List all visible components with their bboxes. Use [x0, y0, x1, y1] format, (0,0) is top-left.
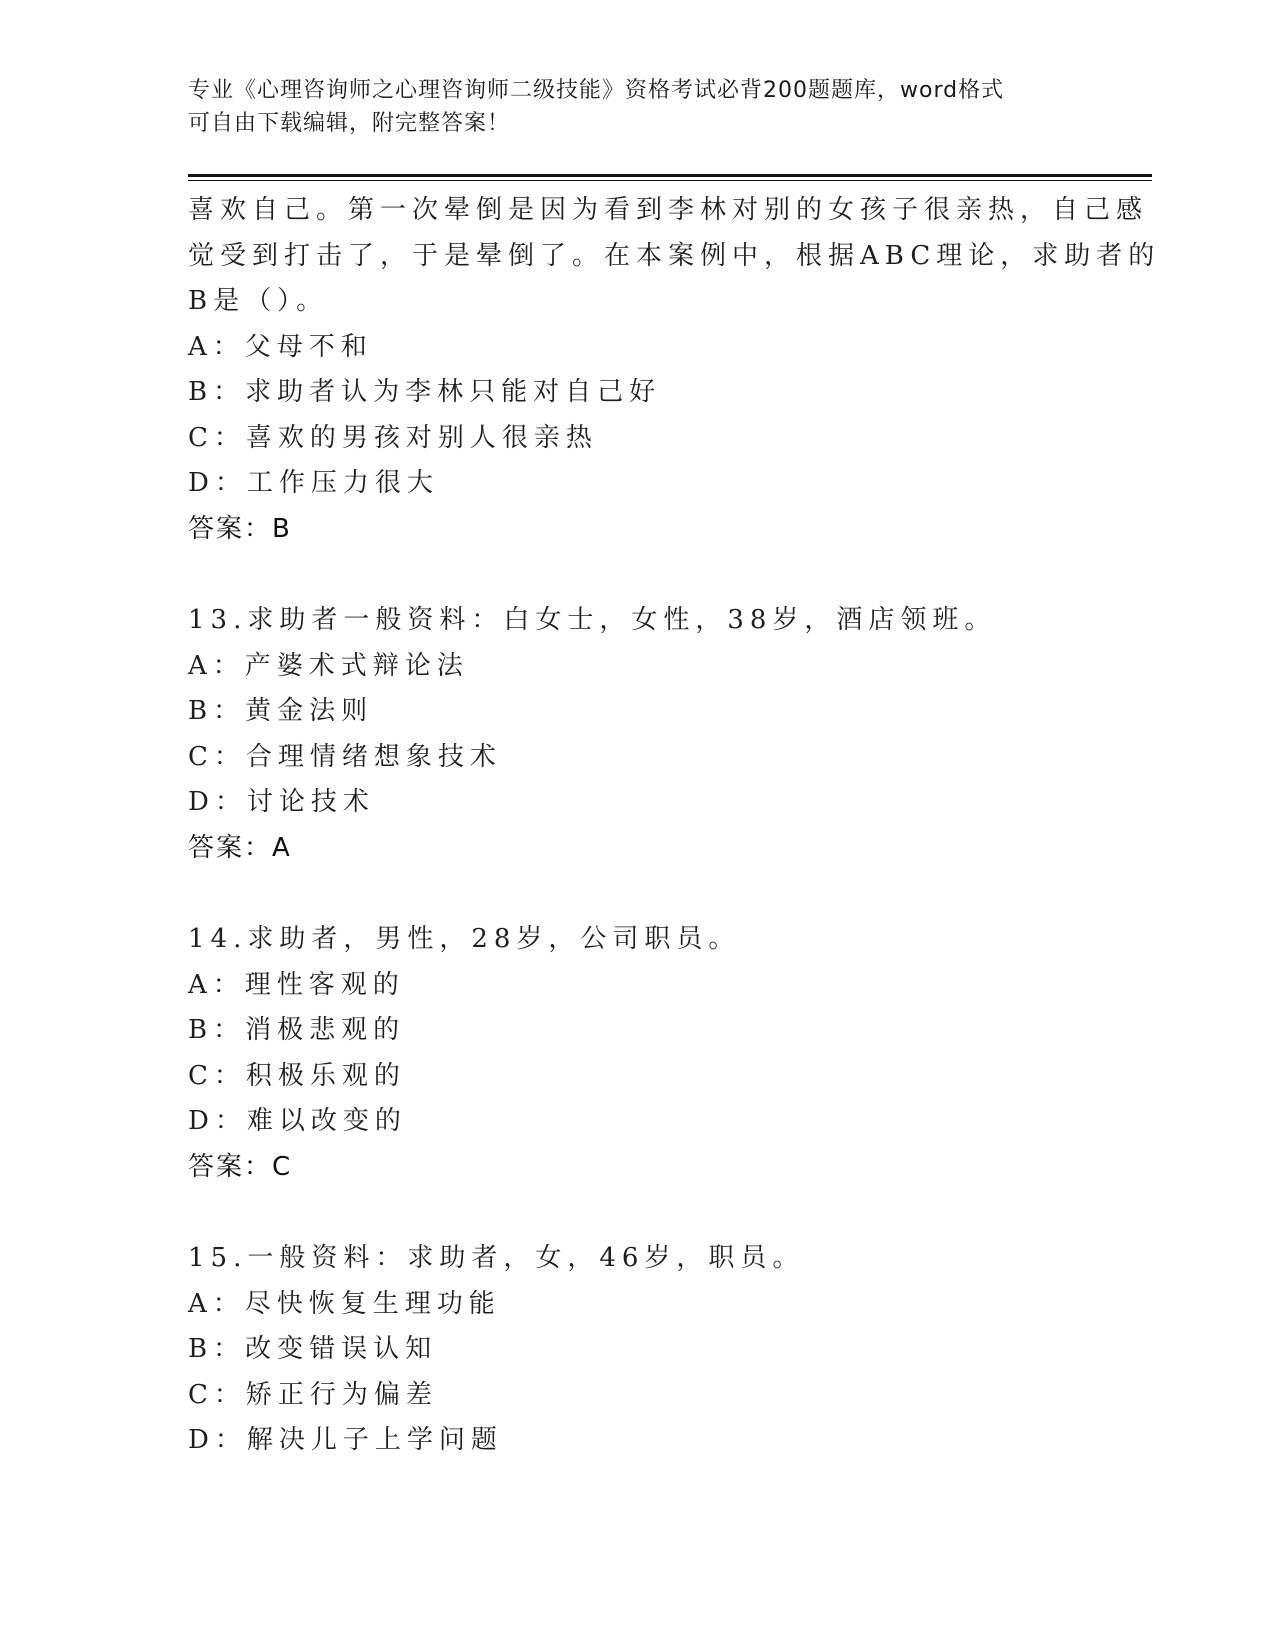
header-divider-thin: [188, 180, 1152, 181]
option-d: D：解决儿子上学问题: [188, 1425, 503, 1455]
option-b: B：消极悲观的: [188, 1015, 406, 1045]
header-title-line-2: 可自由下载编辑，附完整答案！: [188, 111, 511, 136]
answer-label: 答案：A: [188, 832, 292, 863]
question-stem-line: 觉受到打击了，于是晕倒了。在本案例中，根据ABC理论，求助者的: [188, 240, 1161, 271]
option-a: A：尽快恢复生理功能: [188, 1288, 501, 1319]
option-b: B：黄金法则: [188, 696, 374, 726]
question-stem-line: 喜欢自己。第一次晕倒是因为看到李林对别的女孩子很亲热，自己感: [188, 195, 1149, 225]
option-d: D：工作压力很大: [188, 468, 439, 498]
question-13: [188, 598, 1088, 871]
option-a: A：父母不和: [188, 331, 373, 362]
option-c: C：矫正行为偏差: [188, 1379, 438, 1410]
option-b: B：改变错误认知: [188, 1334, 438, 1364]
option-d: D：讨论技术: [188, 787, 375, 817]
answer-label: 答案：C: [188, 1151, 293, 1182]
option-d: D：难以改变的: [188, 1106, 407, 1136]
question-stem-line: B是（）。: [188, 286, 329, 316]
question-14: [188, 917, 1088, 1190]
option-c: C：喜欢的男孩对别人很亲热: [188, 422, 598, 453]
option-a: A：理性客观的: [188, 969, 405, 1000]
question-15: [188, 1236, 1088, 1464]
option-a: A：产婆术式辩论法: [188, 650, 469, 681]
option-b: B：求助者认为李林只能对自己好: [188, 377, 662, 407]
header-title-line-1: 专业《心理咨询师之心理咨询师二级技能》资格考试必背200题题库，word格式: [188, 78, 1005, 103]
question-stem: 13.求助者一般资料：白女士，女性，38岁，酒店领班。: [188, 605, 997, 635]
question-spacer: [188, 1190, 1088, 1236]
option-c: C：合理情绪想象技术: [188, 741, 502, 772]
document-header: [188, 74, 1088, 140]
question-list: [188, 188, 1161, 1464]
option-c: C：积极乐观的: [188, 1060, 406, 1091]
question-stem: 14.求助者，男性，28岁，公司职员。: [188, 924, 741, 954]
question-stem: 15.一般资料：求助者，女，46岁，职员。: [188, 1243, 805, 1273]
question-spacer: [188, 871, 1088, 917]
header-divider-thick: [188, 174, 1152, 177]
question-spacer: [188, 552, 1088, 598]
question-12: [188, 188, 1161, 552]
answer-label: 答案：B: [188, 513, 292, 544]
